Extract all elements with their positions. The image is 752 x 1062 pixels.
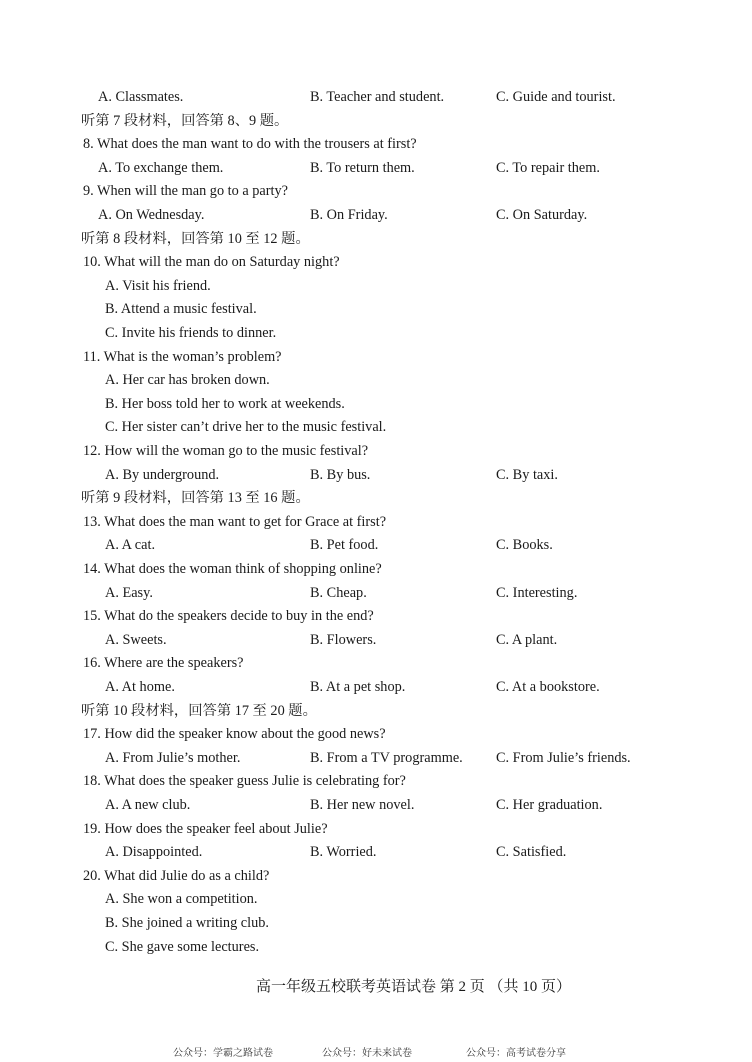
question-stem	[0, 818, 752, 840]
question-stem	[0, 440, 752, 462]
watermark-text: 公众号：高考试卷分享	[466, 1048, 566, 1059]
option-c: C. Guide and tourist.	[496, 89, 616, 105]
section-instruction-text: 听第 7 段材料，回答第 8、9 题。	[81, 112, 289, 129]
question-stem	[0, 558, 752, 580]
option-row	[0, 534, 752, 556]
option-text: A. Her car has broken down.	[105, 372, 270, 389]
page-footer	[0, 976, 752, 998]
option-b: B. Pet food.	[310, 537, 379, 554]
option-row	[0, 86, 752, 108]
question-stem	[0, 770, 752, 792]
section-instruction	[0, 228, 752, 250]
option-text: B. Her boss told her to work at weekends.	[105, 395, 345, 412]
question-stem	[0, 865, 752, 887]
option-text: B. Attend a music festival.	[105, 301, 257, 318]
question-text: 13. What does the man want to get for Grace at first?	[83, 513, 387, 530]
question-text: 20. What did Julie do as a child?	[83, 867, 270, 884]
option-row	[0, 747, 752, 769]
question-text: 11. What is the woman’s problem?	[83, 348, 282, 365]
option-c: C. At a bookstore.	[496, 679, 600, 695]
question-text: 15. What do the speakers decide to buy in the end?	[83, 608, 374, 625]
option-a: A. Easy.	[105, 584, 153, 601]
option-line	[0, 393, 752, 415]
option-line	[0, 912, 752, 934]
question-stem	[0, 605, 752, 627]
option-b: B. On Friday.	[310, 207, 388, 223]
option-a: A. At home.	[105, 679, 175, 695]
option-line	[0, 416, 752, 438]
option-c: C. Satisfied.	[496, 844, 567, 861]
option-row	[0, 582, 752, 604]
option-c: C. By taxi.	[496, 466, 558, 483]
question-text: 12. How will the woman go to the music festival?	[83, 443, 369, 459]
question-stem	[0, 133, 752, 155]
option-c: C. Books.	[496, 537, 553, 554]
section-instruction-text: 听第 9 段材料，回答第 13 至 16 题。	[81, 490, 310, 507]
option-a: A. A cat.	[105, 537, 156, 554]
question-text: 17. How did the speaker know about the good news?	[83, 726, 386, 743]
option-a: A. Sweets.	[105, 631, 167, 648]
section-instruction-text: 听第 8 段材料，回答第 10 至 12 题。	[81, 230, 310, 247]
option-row	[0, 464, 752, 486]
option-row	[0, 204, 752, 226]
option-text: A. Visit his friend.	[105, 277, 211, 294]
question-text: 16. Where are the speakers?	[83, 655, 244, 672]
question-text: 10. What will the man do on Saturday night?	[83, 254, 340, 271]
option-b: B. Her new novel.	[310, 797, 415, 813]
question-text: 14. What does the woman think of shopping online?	[83, 561, 382, 577]
option-line	[0, 369, 752, 391]
section-instruction	[0, 110, 752, 132]
option-a: A. Classmates.	[98, 89, 184, 105]
option-b: B. Teacher and student.	[310, 89, 445, 105]
option-line	[0, 298, 752, 320]
option-text: C. Invite his friends to dinner.	[105, 325, 277, 341]
option-row	[0, 841, 752, 863]
option-b: B. Worried.	[310, 844, 377, 861]
option-a: A. From Julie’s mother.	[105, 749, 241, 766]
option-c: C. Her graduation.	[496, 797, 603, 813]
option-row	[0, 794, 752, 816]
option-line	[0, 888, 752, 910]
option-b: B. Flowers.	[310, 631, 377, 648]
footer-text: 高一年级五校联考英语试卷 第 2 页 （共 10 页）	[256, 979, 572, 995]
option-b: B. To return them.	[310, 159, 415, 176]
watermark-text: 公众号：学霸之路试卷	[173, 1048, 273, 1059]
option-c: C. Interesting.	[496, 584, 578, 601]
option-row	[0, 629, 752, 651]
section-instruction-text: 听第 10 段材料，回答第 17 至 20 题。	[81, 702, 317, 719]
question-stem	[0, 180, 752, 202]
option-text: C. She gave some lectures.	[105, 938, 260, 955]
option-line	[0, 322, 752, 344]
option-text: B. She joined a writing club.	[105, 915, 269, 931]
option-a: A. Disappointed.	[105, 844, 203, 861]
question-text: 19. How does the speaker feel about Julie?	[83, 820, 328, 837]
option-line	[0, 275, 752, 297]
question-stem	[0, 652, 752, 674]
watermark-bar	[0, 1047, 752, 1061]
option-a: A. To exchange them.	[98, 159, 224, 176]
option-row	[0, 157, 752, 179]
option-b: B. By bus.	[310, 466, 371, 483]
section-instruction	[0, 700, 752, 722]
question-stem	[0, 511, 752, 533]
option-a: A. A new club.	[105, 797, 191, 813]
option-a: A. By underground.	[105, 466, 220, 483]
option-b: B. Cheap.	[310, 584, 367, 601]
question-text: 9. When will the man go to a party?	[83, 183, 289, 200]
option-c: C. A plant.	[496, 631, 558, 648]
option-c: C. From Julie’s friends.	[496, 749, 631, 766]
option-b: B. From a TV programme.	[310, 749, 463, 766]
option-c: C. To repair them.	[496, 159, 600, 176]
option-a: A. On Wednesday.	[98, 207, 205, 223]
question-text: 8. What does the man want to do with the trousers at first?	[83, 136, 417, 153]
question-stem	[0, 251, 752, 273]
question-stem	[0, 346, 752, 368]
option-text: C. Her sister can’t drive her to the music festival.	[105, 419, 387, 436]
option-b: B. At a pet shop.	[310, 679, 406, 695]
question-text: 18. What does the speaker guess Julie is celebrating for?	[83, 773, 406, 790]
option-text: A. She won a competition.	[105, 891, 258, 908]
option-c: C. On Saturday.	[496, 207, 588, 223]
watermark-text: 公众号：好未来试卷	[322, 1048, 412, 1059]
option-row	[0, 676, 752, 698]
section-instruction	[0, 487, 752, 509]
question-stem	[0, 723, 752, 745]
option-line	[0, 936, 752, 958]
